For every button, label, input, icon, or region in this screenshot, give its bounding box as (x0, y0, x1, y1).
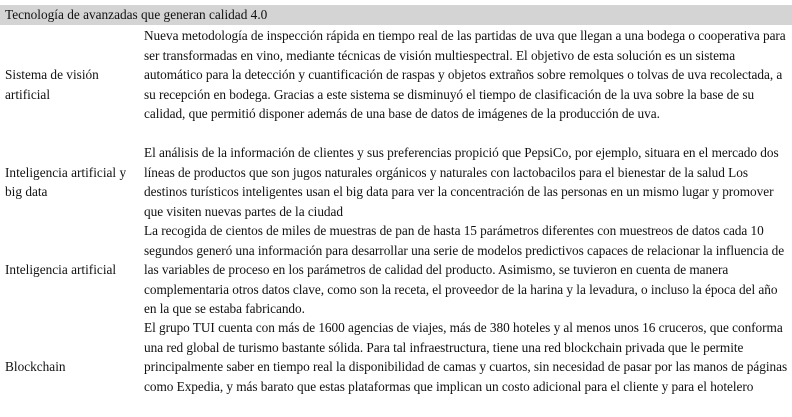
row-label (5, 143, 140, 221)
table-row-vision-system (0, 26, 792, 143)
table-row-ai-big-data (0, 143, 792, 221)
row-label-text: Sistema de visión artificial (5, 67, 99, 102)
row-label (5, 221, 140, 318)
row-label-text: Blockchain (5, 358, 66, 374)
table-row-blockchain (0, 318, 792, 415)
row-label (5, 318, 140, 415)
row-description: Nueva metodología de inspección rápida en tiempo real de las partidas de uva que llegan a una bodega o cooperativa para ser transformadas en vino, mediante técnicas de visión multiespectral. El objetivo de esta solución es un sistema automático para la detección y cuantificación de raspas y objetos extraños sobre remolques o tolvas de uva recolectada, a su recepción en bodega. Gracias a este sistema se disminuyó el tiempo de clasificación de la uva sobre la base de su calidad, que permitió disponer además de una base de datos de imágenes de la producción de uva. (144, 28, 786, 121)
table-row-ai (0, 221, 792, 318)
row-label-text: Inteligencia artificial (5, 261, 117, 277)
row-description: El grupo TUI cuenta con más de 1600 agencias de viajes, más de 380 hoteles y al menos unos 16 cruceros, que conforma una red global de turismo bastante sólida. Para tal infraestructura, tiene una red blockchain privada que le permite principalmente saber en tiempo real la disponibilidad de camas y cuartos, sin necesidad de pasar por las manos de páginas como Expedia, y más barato que estas plataformas que implican un costo adicional para el cliente y para el hotelero (144, 320, 788, 394)
row-description: La recogida de cientos de miles de muestras de pan de hasta 15 parámetros diferentes con muestreos de datos cada 10 segundos generó una información para desarrollar una serie de modelos predictivos capaces de relacionar la influencia de las variables de proceso en los parámetros de calidad del producto. Asimismo, se tuvieron en cuenta de manera complementaria otros datos clave, como son la receta, el proveedor de la harina y la levadura, o incluso la época del año en la que se estaba fabricando. (144, 223, 785, 316)
table-header: Tecnología de avanzadas que generan calidad 4.0 (0, 5, 792, 25)
row-label-text: Inteligencia artificial y big data (5, 164, 127, 199)
row-description: El análisis de la información de clientes y sus preferencias propició que PepsiCo, por ejemplo, situara en el mercado dos líneas de productos que son jugos naturales orgánicos y naturales con lactobacilos para el bienestar de la salud Los destinos turísticos inteligentes usan el big data para ver la concentración de las personas en un mismo lugar y promover que visiten nuevas partes de la ciudad (144, 145, 779, 219)
row-label (5, 26, 140, 143)
